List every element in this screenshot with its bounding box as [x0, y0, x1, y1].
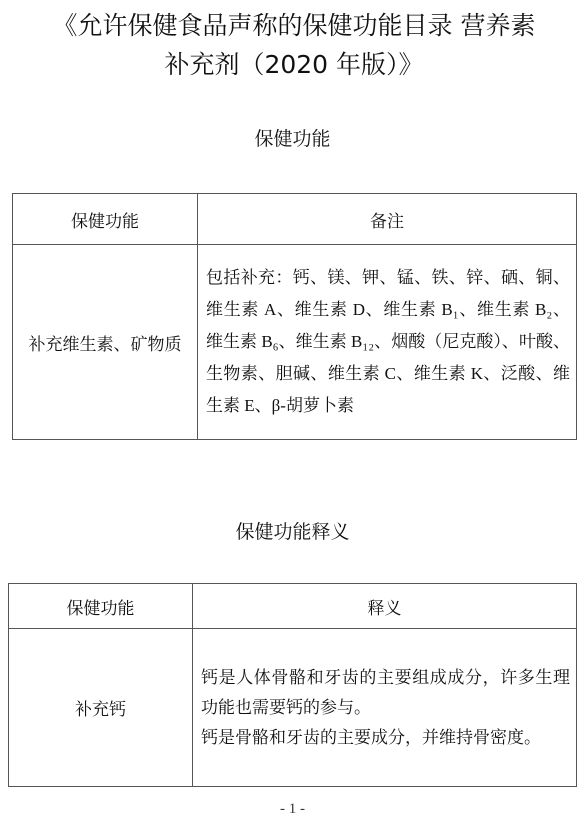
- document-title-line-1: 《允许保健食品声称的保健功能目录 营养素: [52, 11, 536, 40]
- definition-paragraph: 钙是骨骼和牙齿的主要成分，并维持骨密度。: [201, 727, 541, 748]
- definition-paragraph: 钙是人体骨骼和牙齿的主要组成成分，许多生理功能也需要钙的参与。: [201, 667, 570, 718]
- note-cell: 包括补充：钙、镁、钾、锰、铁、锌、硒、铜、维生素 A、维生素 D、维生素 B₁、维生素 B₂、维生素 B₆、维生素 B₁₂、烟酸（尼克酸）、叶酸、生物素、胆碱、维生素 C、维生素 K、泛酸、维生素 E、β-胡萝卜素: [198, 245, 577, 440]
- table-row: [9, 629, 577, 787]
- function-name-cell: 补充维生素、矿物质: [13, 245, 198, 440]
- document-title: [8, 6, 580, 84]
- column-header-function: 保健功能: [13, 194, 198, 245]
- table-header-row: [9, 584, 577, 629]
- section-heading-functions: 保健功能: [254, 128, 331, 150]
- table-row: [13, 245, 577, 440]
- page-number: - 1 -: [280, 801, 305, 817]
- function-name-cell: 补充钙: [9, 629, 193, 787]
- definition-cell: [193, 629, 577, 787]
- section-heading-definitions: 保健功能释义: [235, 521, 350, 543]
- table-header-row: [13, 194, 577, 245]
- column-header-function: 保健功能: [9, 584, 193, 629]
- definitions-table: [8, 583, 577, 787]
- column-header-note: 备注: [198, 194, 577, 245]
- document-title-line-2: 补充剂（2020 年版）》: [164, 50, 424, 79]
- column-header-definition: 释义: [193, 584, 577, 629]
- functions-table: [12, 193, 577, 440]
